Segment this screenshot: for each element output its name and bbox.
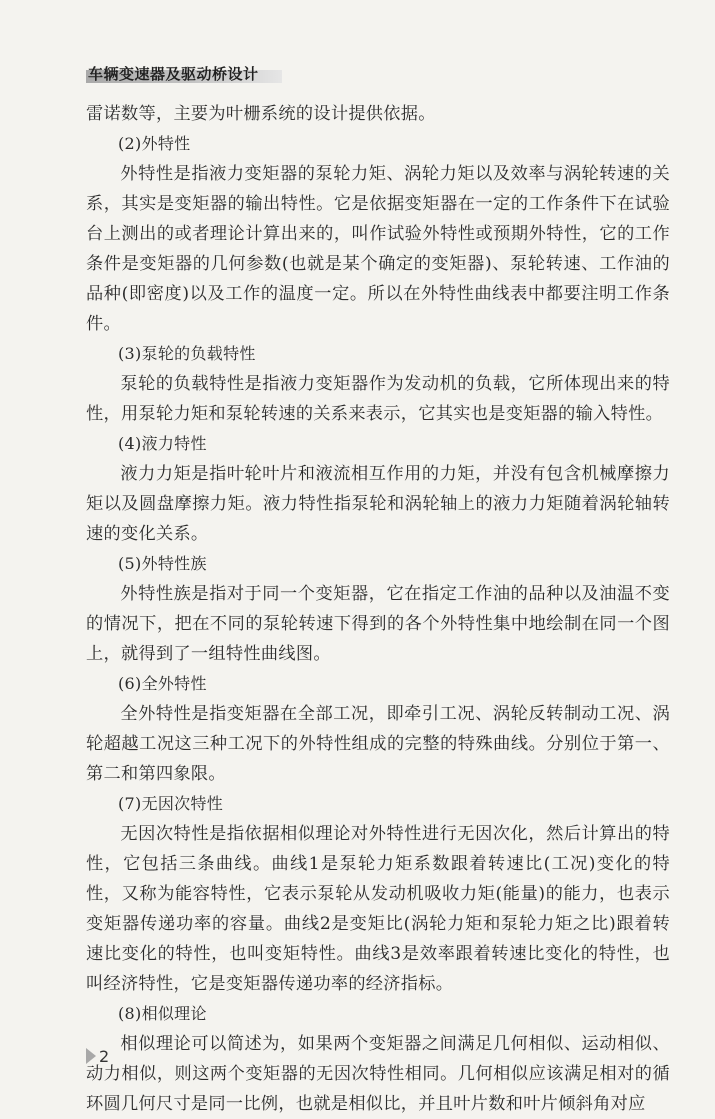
section-heading: (3)泵轮的负载特性 (118, 344, 256, 363)
section-heading: (2)外特性 (118, 134, 191, 153)
paragraph: 泵轮的负载特性是指液力变矩器作为发动机的负载，它所体现出来的特性，用泵轮力矩和泵轮转速的关系来表示，它其实也是变矩器的输入特性。 (86, 374, 670, 424)
page-number: 2 (99, 1046, 110, 1066)
paragraph: 无因次特性是指依据相似理论对外特性进行无因次化，然后计算出的特性，它包括三条曲线。曲线1是泵轮力矩系数跟着转速比(工况)变化的特性，又称为能容特性，它表示泵轮从发动机吸收力矩(能量)的能力，也表示变矩器传递功率的容量。曲线2是变矩比(涡轮力矩和泵轮力矩之比)跟着转速比变化的特性，也叫变矩特性。曲线3是效率跟着转速比变化的特性，也叫经济特性，它是变矩器传递功率的经济指标。 (86, 824, 670, 994)
paragraph: 全外特性是指变矩器在全部工况，即牵引工况、涡轮反转制动工况、涡轮超越工况这三种工况下的外特性组成的完整的特殊曲线。分别位于第一、第二和第四象限。 (86, 704, 670, 784)
triangle-marker-icon (86, 1048, 96, 1064)
section-heading: (6)全外特性 (118, 674, 207, 693)
book-title: 车辆变速器及驱动桥设计 (88, 65, 259, 83)
paragraph: 相似理论可以简述为，如果两个变矩器之间满足几何相似、运动相似、动力相似，则这两个变矩器的无因次特性相同。几何相似应该满足相对的循环圆几何尺寸是同一比例，也就是相似比，并且叶片数和叶片倾斜角对应 (86, 1034, 670, 1114)
section-heading: (7)无因次特性 (118, 794, 224, 813)
paragraph: 液力力矩是指叶轮叶片和液流相互作用的力矩，并没有包含机械摩擦力矩以及圆盘摩擦力矩。液力特性指泵轮和涡轮轴上的液力力矩随着涡轮轴转速的变化关系。 (86, 464, 670, 544)
page-footer (86, 1046, 109, 1066)
running-header (86, 62, 286, 86)
section-heading: (5)外特性族 (118, 554, 207, 573)
section-heading: (4)液力特性 (118, 434, 207, 453)
paragraph: 外特性族是指对于同一个变矩器，它在指定工作油的品种以及油温不变的情况下，把在不同的泵轮转速下得到的各个外特性集中地绘制在同一个图上，就得到了一组特性曲线图。 (86, 584, 670, 664)
paragraph: 雷诺数等，主要为叶栅系统的设计提供依据。 (86, 104, 436, 124)
paragraph: 外特性是指液力变矩器的泵轮力矩、涡轮力矩以及效率与涡轮转速的关系，其实是变矩器的输出特性。它是依据变矩器在一定的工作条件下在试验台上测出的或者理论计算出来的，叫作试验外特性或预期外特性，它的工作条件是变矩器的几何参数(也就是某个确定的变矩器)、泵轮转速、工作油的品种(即密度)以及工作的温度一定。所以在外特性曲线表中都要注明工作条件。 (86, 164, 670, 334)
page-body (86, 99, 670, 1119)
section-heading: (8)相似理论 (118, 1004, 207, 1023)
